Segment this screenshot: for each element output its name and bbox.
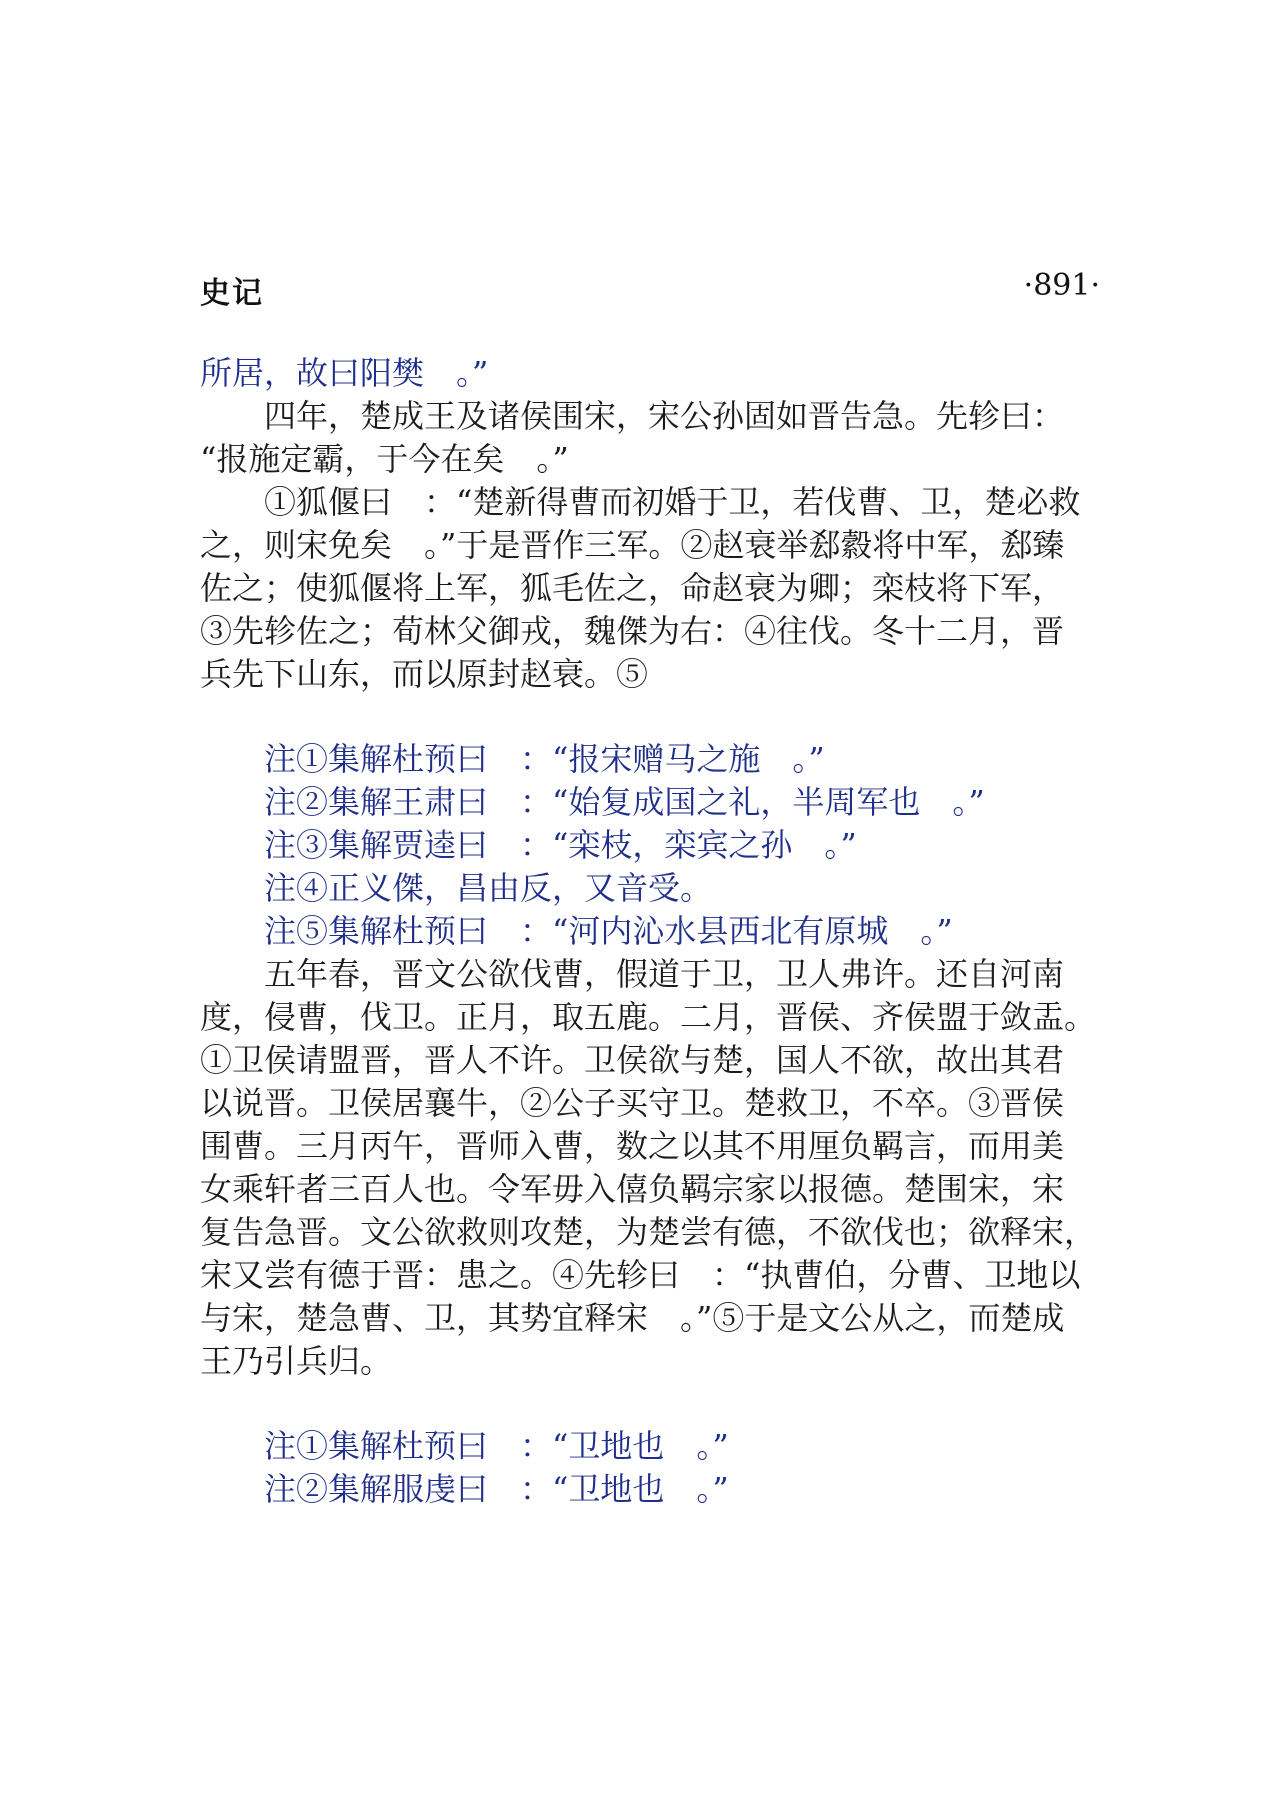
annotation-line: 注④正义傑，昌由反，又音受。 bbox=[264, 869, 713, 907]
annotation-line: 注②集解服虔曰 ：“卫地也 。” bbox=[264, 1470, 729, 1508]
text-line: 兵先下山东，而以原封赵衰。⑤ bbox=[200, 655, 649, 693]
body-text bbox=[200, 352, 1120, 1511]
text-line: 复告急晋。文公欲救则攻楚，为楚尝有德，不欲伐也；欲释宋， bbox=[200, 1213, 1097, 1251]
text-line: ③先轸佐之；荀林父御戎，魏傑为右：④往伐。冬十二月，晋 bbox=[200, 612, 1065, 650]
text-line: 与宋，楚急曹、卫，其势宜释宋 。”⑤于是文公从之，而楚成 bbox=[200, 1299, 1065, 1337]
annotation-line: 注②集解王肃曰 ：“始复成国之礼，半周军也 。” bbox=[264, 783, 985, 821]
text-line: “报施定霸，于今在矣 。” bbox=[200, 440, 569, 478]
text-line: 五年春，晋文公欲伐曹，假道于卫，卫人弗许。还自河南 bbox=[264, 955, 1065, 993]
book-title: 史记 bbox=[200, 276, 264, 311]
annotation-line: 注①集解杜预曰 ：“报宋赠马之施 。” bbox=[264, 740, 825, 778]
text-line: 围曹。三月丙午，晋师入曹，数之以其不用厘负羁言，而用美 bbox=[200, 1127, 1065, 1165]
annotation-line: 注①集解杜预曰 ：“卫地也 。” bbox=[264, 1427, 729, 1465]
text-line: 佐之；使狐偃将上军，狐毛佐之，命赵衰为卿；栾枝将下军， bbox=[200, 569, 1065, 607]
annotation-line: 注⑤集解杜预曰 ：“河内沁水县西北有原城 。” bbox=[264, 912, 953, 950]
text-line: ①卫侯请盟晋，晋人不许。卫侯欲与楚，国人不欲，故出其君 bbox=[200, 1041, 1065, 1079]
text-line: 以说晋。卫侯居襄牛，②公子买守卫。楚救卫，不卒。③晋侯 bbox=[200, 1084, 1065, 1122]
text-line: 女乘轩者三百人也。令军毋入僖负羁宗家以报德。楚围宋，宋 bbox=[200, 1170, 1065, 1208]
text-line: 度，侵曹，伐卫。正月，取五鹿。二月，晋侯、齐侯盟于敛盂。 bbox=[200, 998, 1097, 1036]
text-line: 王乃引兵归。 bbox=[200, 1342, 393, 1380]
text-line: 之，则宋免矣 。”于是晋作三军。②赵衰举郄縠将中军，郄臻 bbox=[200, 526, 1065, 564]
text-line: 四年，楚成王及诸侯围宋，宋公孙固如晋告急。先轸曰： bbox=[264, 397, 1065, 435]
text-line: ①狐偃曰 ：“楚新得曹而初婚于卫，若伐曹、卫，楚必救 bbox=[264, 483, 1081, 521]
text-line: 所居，故曰阳樊 。” bbox=[200, 354, 489, 392]
text-line: 宋又尝有德于晋：患之。④先轸曰 ：“执曹伯，分曹、卫地以 bbox=[200, 1256, 1081, 1294]
page-number: ·891· bbox=[1023, 268, 1100, 303]
page-header bbox=[200, 268, 1100, 311]
annotation-line: 注③集解贾逵曰 ：“栾枝，栾宾之孙 。” bbox=[264, 826, 857, 864]
